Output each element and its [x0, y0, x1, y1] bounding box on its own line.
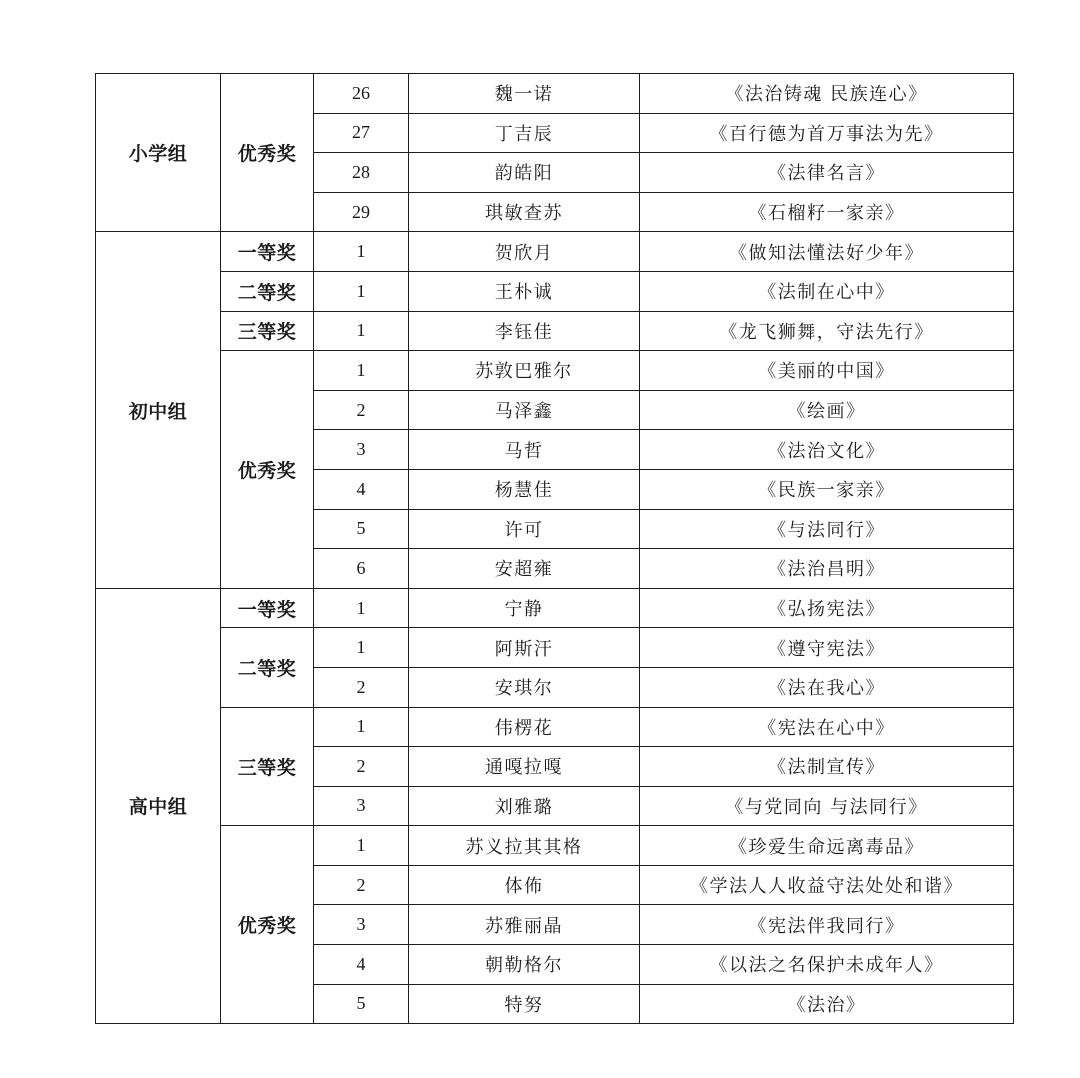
work-title: 《以法之名保护未成年人》 — [640, 945, 1014, 985]
work-title: 《石榴籽一家亲》 — [640, 192, 1014, 232]
student-name: 杨慧佳 — [409, 469, 640, 509]
student-name: 宁静 — [409, 588, 640, 628]
table-row — [96, 74, 1014, 114]
student-name: 体佈 — [409, 865, 640, 905]
student-name: 马哲 — [409, 430, 640, 470]
student-name: 阿斯汗 — [409, 628, 640, 668]
award-level: 一等奖 — [221, 232, 314, 272]
student-name: 安超雍 — [409, 549, 640, 589]
award-level: 三等奖 — [221, 707, 314, 826]
entry-number: 3 — [314, 430, 409, 470]
entry-number: 6 — [314, 549, 409, 589]
entry-number: 1 — [314, 707, 409, 747]
entry-number: 1 — [314, 311, 409, 351]
work-title: 《民族一家亲》 — [640, 469, 1014, 509]
group-label: 初中组 — [96, 232, 221, 588]
entry-number: 27 — [314, 113, 409, 153]
student-name: 安琪尔 — [409, 667, 640, 707]
work-title: 《做知法懂法好少年》 — [640, 232, 1014, 272]
work-title: 《法制在心中》 — [640, 271, 1014, 311]
student-name: 贺欣月 — [409, 232, 640, 272]
student-name: 许可 — [409, 509, 640, 549]
table-row — [96, 826, 1014, 866]
award-level: 优秀奖 — [221, 351, 314, 589]
table-row — [96, 588, 1014, 628]
student-name: 苏敦巴雅尔 — [409, 351, 640, 391]
work-title: 《法在我心》 — [640, 667, 1014, 707]
entry-number: 2 — [314, 865, 409, 905]
group-label: 高中组 — [96, 588, 221, 1024]
student-name: 李钰佳 — [409, 311, 640, 351]
entry-number: 3 — [314, 905, 409, 945]
group-label: 小学组 — [96, 74, 221, 232]
entry-number: 26 — [314, 74, 409, 114]
work-title: 《龙飞狮舞，守法先行》 — [640, 311, 1014, 351]
award-table-body — [96, 74, 1014, 1024]
entry-number: 3 — [314, 786, 409, 826]
award-table — [95, 73, 1014, 1024]
work-title: 《美丽的中国》 — [640, 351, 1014, 391]
student-name: 苏义拉其其格 — [409, 826, 640, 866]
work-title: 《宪法伴我同行》 — [640, 905, 1014, 945]
entry-number: 1 — [314, 271, 409, 311]
table-row — [96, 311, 1014, 351]
work-title: 《弘扬宪法》 — [640, 588, 1014, 628]
student-name: 苏雅丽晶 — [409, 905, 640, 945]
entry-number: 2 — [314, 747, 409, 787]
award-level: 优秀奖 — [221, 826, 314, 1024]
student-name: 马泽鑫 — [409, 390, 640, 430]
entry-number: 1 — [314, 232, 409, 272]
student-name: 伟楞花 — [409, 707, 640, 747]
entry-number: 5 — [314, 509, 409, 549]
entry-number: 2 — [314, 667, 409, 707]
table-row — [96, 232, 1014, 272]
work-title: 《绘画》 — [640, 390, 1014, 430]
work-title: 《法治》 — [640, 984, 1014, 1024]
student-name: 特努 — [409, 984, 640, 1024]
work-title: 《法治文化》 — [640, 430, 1014, 470]
entry-number: 1 — [314, 628, 409, 668]
table-row — [96, 271, 1014, 311]
table-row — [96, 628, 1014, 668]
student-name: 丁吉辰 — [409, 113, 640, 153]
student-name: 魏一诺 — [409, 74, 640, 114]
entry-number: 4 — [314, 945, 409, 985]
award-level: 二等奖 — [221, 271, 314, 311]
student-name: 韵皓阳 — [409, 153, 640, 193]
entry-number: 4 — [314, 469, 409, 509]
work-title: 《百行德为首万事法为先》 — [640, 113, 1014, 153]
work-title: 《遵守宪法》 — [640, 628, 1014, 668]
entry-number: 28 — [314, 153, 409, 193]
entry-number: 29 — [314, 192, 409, 232]
work-title: 《法律名言》 — [640, 153, 1014, 193]
entry-number: 1 — [314, 588, 409, 628]
work-title: 《法制宣传》 — [640, 747, 1014, 787]
award-level: 优秀奖 — [221, 74, 314, 232]
table-row — [96, 707, 1014, 747]
student-name: 刘雅璐 — [409, 786, 640, 826]
table-row — [96, 351, 1014, 391]
entry-number: 2 — [314, 390, 409, 430]
work-title: 《与法同行》 — [640, 509, 1014, 549]
work-title: 《法治昌明》 — [640, 549, 1014, 589]
award-level: 一等奖 — [221, 588, 314, 628]
award-level: 二等奖 — [221, 628, 314, 707]
work-title: 《宪法在心中》 — [640, 707, 1014, 747]
work-title: 《珍爱生命远离毒品》 — [640, 826, 1014, 866]
student-name: 朝勒格尔 — [409, 945, 640, 985]
work-title: 《法治铸魂 民族连心》 — [640, 74, 1014, 114]
student-name: 通嘎拉嘎 — [409, 747, 640, 787]
entry-number: 5 — [314, 984, 409, 1024]
work-title: 《与党同向 与法同行》 — [640, 786, 1014, 826]
award-level: 三等奖 — [221, 311, 314, 351]
work-title: 《学法人人收益守法处处和谐》 — [640, 865, 1014, 905]
entry-number: 1 — [314, 826, 409, 866]
student-name: 王朴诚 — [409, 271, 640, 311]
entry-number: 1 — [314, 351, 409, 391]
student-name: 琪敏查苏 — [409, 192, 640, 232]
